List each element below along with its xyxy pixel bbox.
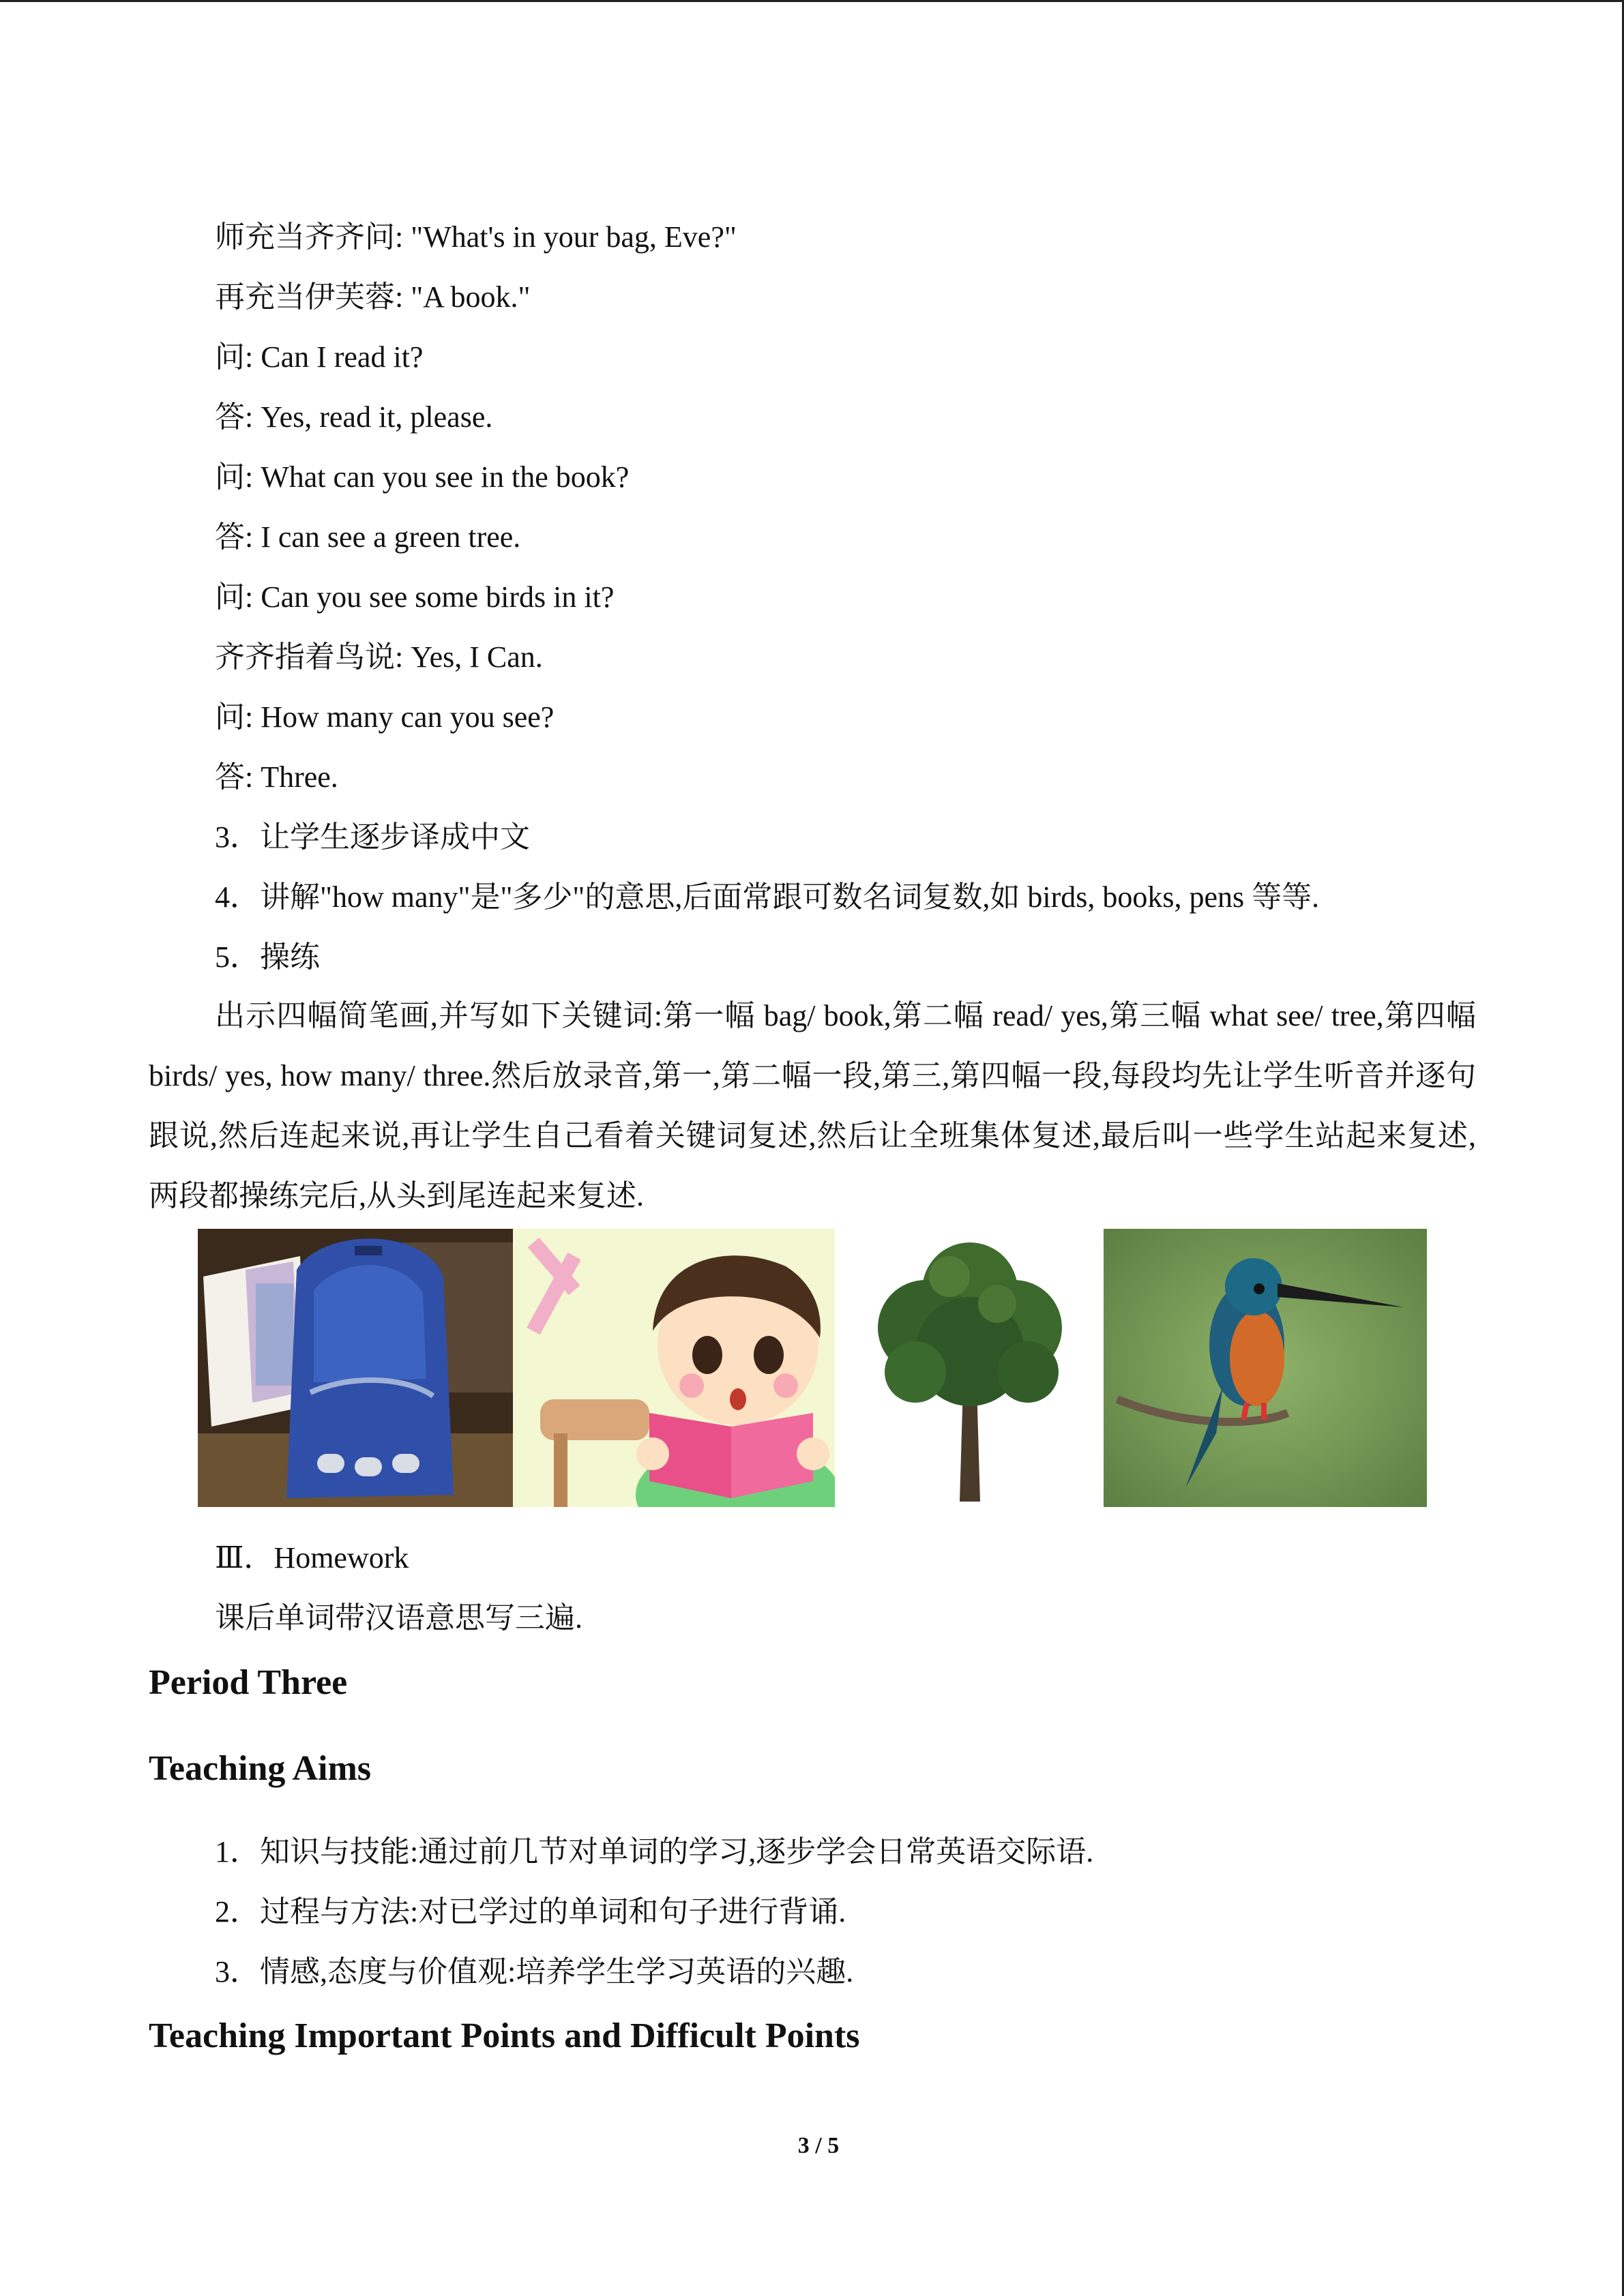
homework-text: 课后单词带汉语意思写三遍.: [215, 1601, 582, 1635]
dialogue-line: 答: Yes, read it, please.: [215, 400, 493, 434]
aim-item: 1．知识与技能:通过前几节对单词的学习,逐步学会日常英语交际语.: [215, 1835, 1094, 1868]
boy-reading-illustration: [513, 1229, 835, 1507]
homework-title: Ⅲ．Homework: [215, 1541, 409, 1575]
aim-item: 2．过程与方法:对已学过的单词和句子进行背诵.: [215, 1895, 846, 1928]
top-border: [0, 0, 1624, 2]
dialogue-line: 问: What can you see in the book?: [215, 460, 630, 494]
step-item: 5．操练: [215, 940, 320, 974]
dialogue-line: 问: Can I read it?: [215, 340, 424, 374]
practice-paragraph: 出示四幅简笔画,并写如下关键词:第一幅 bag/ book,第二幅 read/ yes,第三幅 what see/ tree,第四幅 birds/ yes, how many/ three.然后放录音,第一,第二幅一段,第三,第四幅一段,每段均先让学生听音并逐句跟说,然后连起来说,再让学生自己看着关键词复述,然后让全班集体复述,最后叫一些学生站起来复述,两段都操练完后,从头到尾连起来复述.: [149, 999, 1476, 1212]
dialogue-line: 答: Three.: [215, 760, 338, 794]
dialogue-line: 齐齐指着鸟说: Yes, I Can.: [215, 640, 543, 674]
page-number: 3 / 5: [797, 2133, 840, 2158]
dialogue-line: 再充当伊芙蓉: "A book.": [215, 280, 531, 314]
step-item: 3．让学生逐步译成中文: [215, 820, 530, 854]
important-points-heading: Teaching Important Points and Difficult Points: [149, 2016, 860, 2055]
bag-and-book-photo: [198, 1229, 513, 1507]
dialogue-line: 问: Can you see some birds in it?: [215, 580, 615, 614]
kingfisher-bird-photo: [1104, 1229, 1427, 1507]
tree-photo: [861, 1229, 1083, 1507]
dialogue-line: 师充当齐齐问: "What's in your bag, Eve?": [215, 220, 737, 254]
teaching-aims-heading: Teaching Aims: [149, 1749, 372, 1788]
dialogue-line: 答: I can see a green tree.: [215, 520, 521, 554]
period-heading: Period Three: [149, 1663, 348, 1702]
step-item: 4．讲解"how many"是"多少"的意思,后面常跟可数名词复数,如 birds, books, pens 等等.: [215, 880, 1320, 914]
aim-item: 3．情感,态度与价值观:培养学生学习英语的兴趣.: [215, 1955, 854, 1988]
dialogue-line: 问: How many can you see?: [215, 700, 555, 734]
